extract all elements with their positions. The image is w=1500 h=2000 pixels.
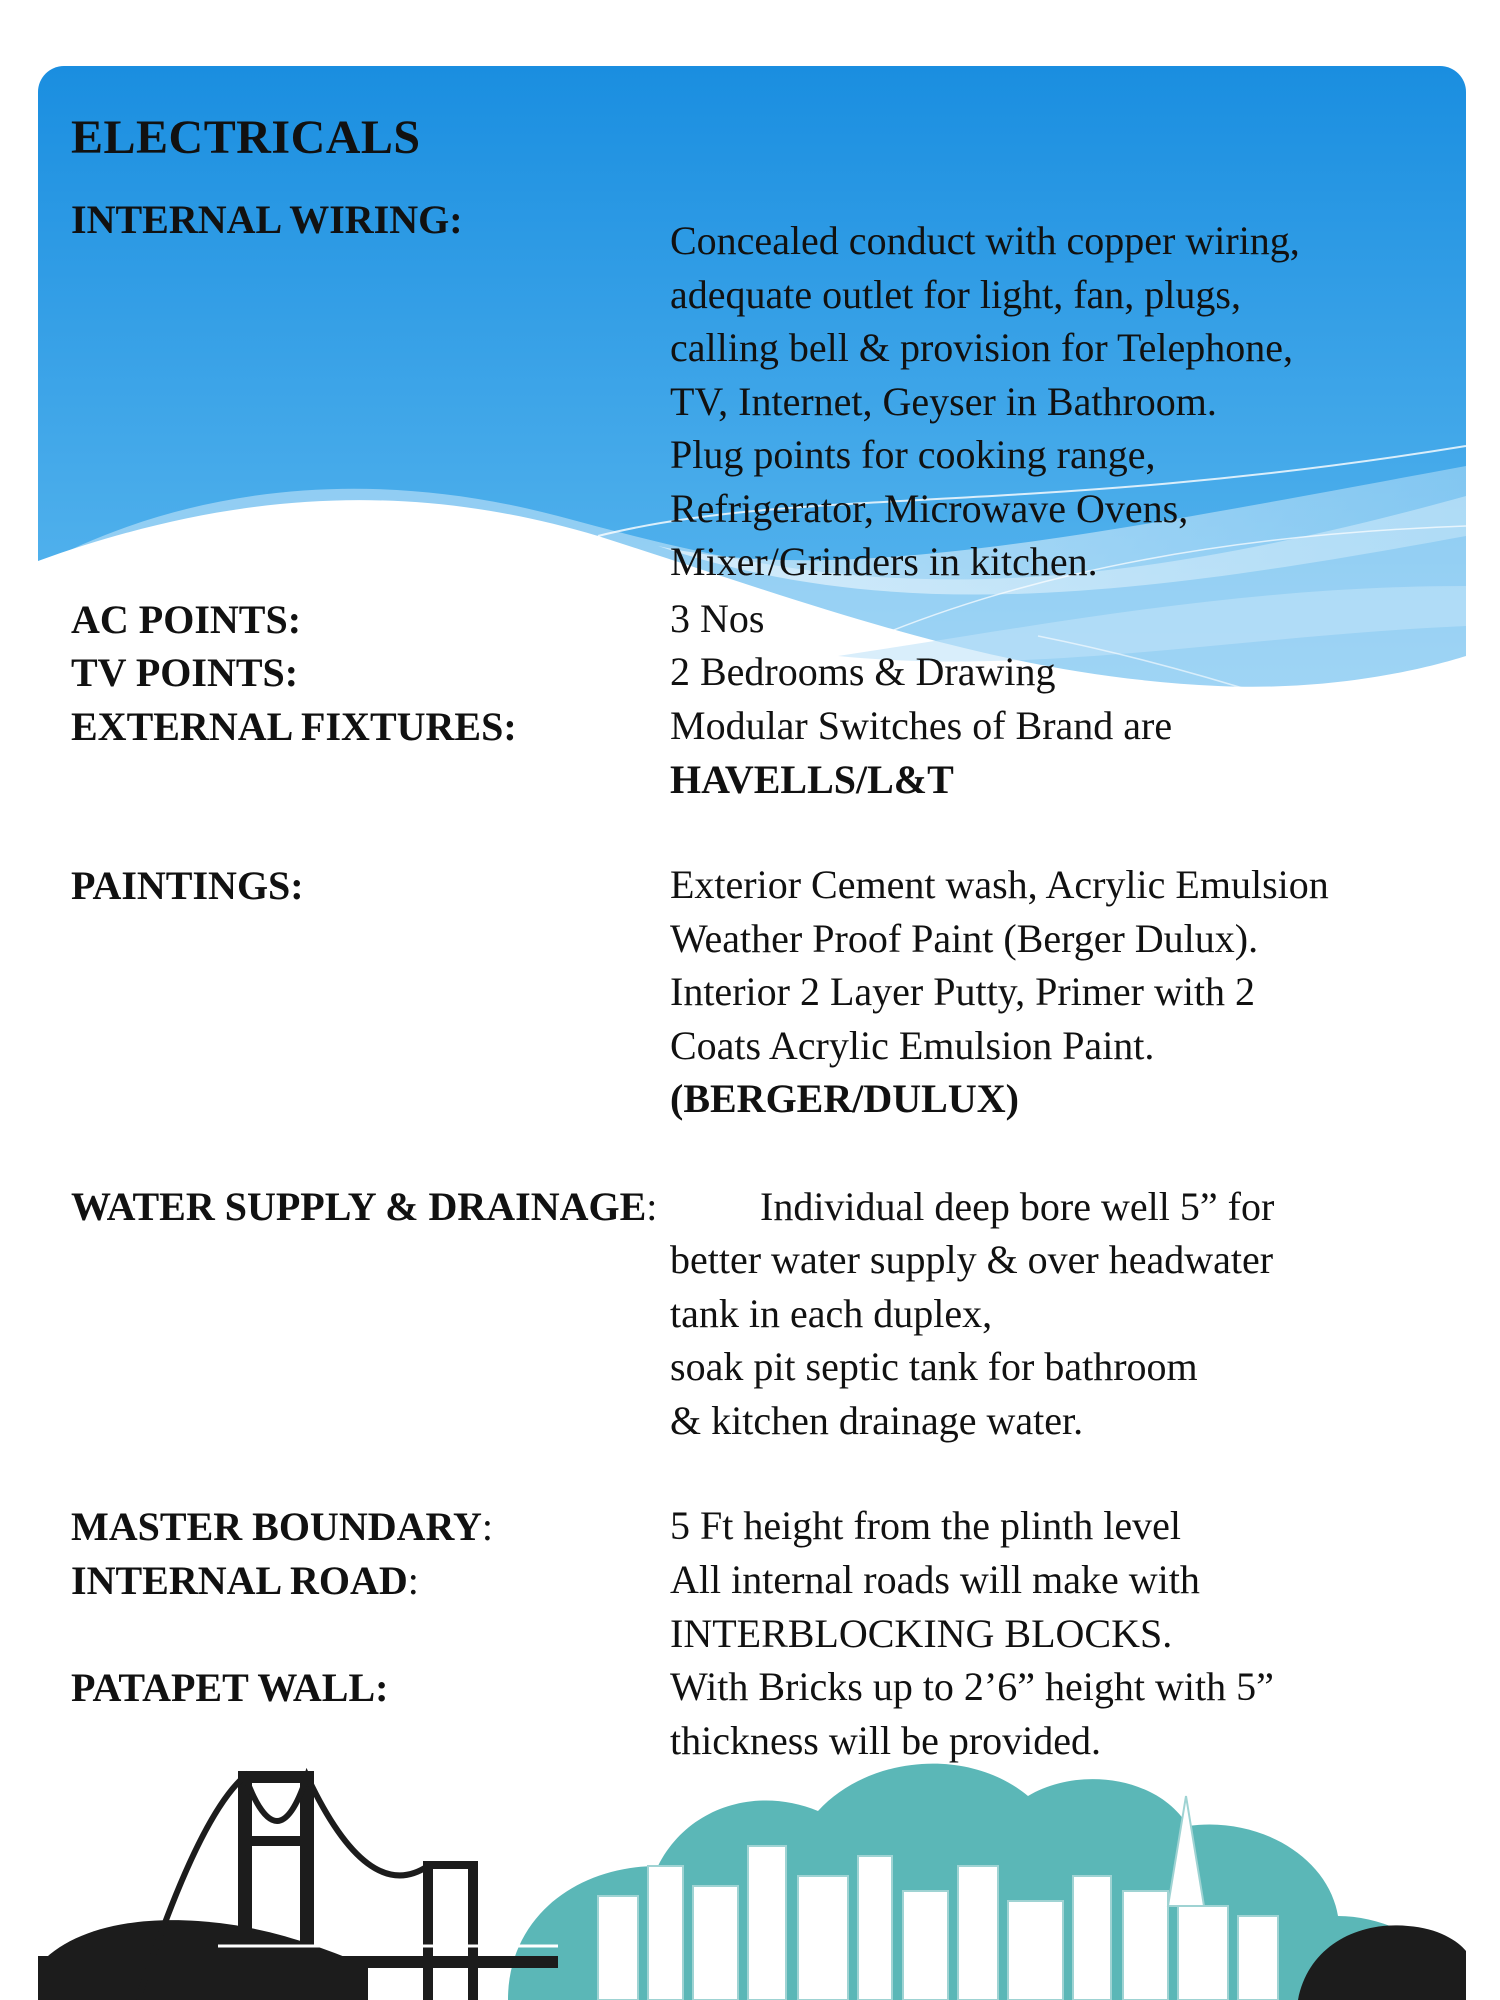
parapet-wall-line: With Bricks up to 2’6” height with 5” (670, 1664, 1274, 1709)
paintings-line: Coats Acrylic Emulsion Paint. (670, 1022, 1155, 1068)
water-supply-line: better water supply & over headwater (670, 1237, 1274, 1282)
paintings-line: Exterior Cement wash, Acrylic Emulsion (670, 862, 1329, 907)
parapet-wall-line: thickness will be provided. (670, 1717, 1102, 1763)
section-heading: ELECTRICALS (71, 111, 421, 164)
paintings-line: Weather Proof Paint (Berger Dulux). (670, 915, 1259, 961)
water-supply-value (670, 1233, 1273, 1447)
master-boundary-label (71, 1503, 493, 1550)
paintings-brand: (BERGER/DULUX) (670, 1076, 1019, 1121)
internal-wiring-value (670, 214, 1300, 589)
parapet-wall-label: PATAPET WALL: (71, 1665, 389, 1710)
internal-wiring-line: adequate outlet for light, fan, plugs, (670, 271, 1241, 317)
tv-points-value: 2 Bedrooms & Drawing (670, 649, 1056, 694)
internal-road-label-colon: : (407, 1558, 419, 1603)
internal-wiring-line: Plug points for cooking range, (670, 432, 1156, 477)
external-fixtures-label: EXTERNAL FIXTURES: (71, 704, 517, 749)
internal-road-label-text: INTERNAL ROAD (71, 1558, 408, 1603)
water-supply-label-text: WATER SUPPLY & DRAINAGE (71, 1184, 647, 1229)
parapet-wall-value (670, 1660, 1274, 1767)
internal-road-label (71, 1557, 419, 1604)
ac-points-label: AC POINTS: (71, 597, 302, 642)
master-boundary-label-colon: : (481, 1504, 493, 1549)
ac-points-value: 3 Nos (670, 596, 765, 641)
internal-wiring-line: Refrigerator, Microwave Ovens, (670, 485, 1189, 531)
water-supply-line: soak pit septic tank for bathroom (670, 1344, 1198, 1389)
tv-points-label: TV POINTS: (71, 650, 299, 695)
internal-wiring-line: Mixer/Grinders in kitchen. (670, 539, 1098, 584)
external-fixtures-brand: HAVELLS/L&T (670, 756, 954, 802)
water-supply-line: tank in each duplex, (670, 1290, 993, 1336)
paintings-value (670, 858, 1329, 1126)
internal-wiring-line: TV, Internet, Geyser in Bathroom. (670, 378, 1217, 424)
external-fixtures-text: Modular Switches of Brand are (670, 703, 1173, 748)
water-supply-line: & kitchen drainage water. (670, 1397, 1084, 1443)
paintings-label: PAINTINGS: (71, 863, 304, 908)
master-boundary-label-text: MASTER BOUNDARY (71, 1504, 482, 1549)
water-supply-first-line: Individual deep bore well 5” for (760, 1184, 1275, 1229)
internal-wiring-line: Concealed conduct with copper wiring, (670, 218, 1300, 263)
internal-wiring-line: calling bell & provision for Telephone, (670, 325, 1293, 370)
water-supply-label-colon: : (646, 1184, 658, 1229)
water-supply-label (71, 1183, 657, 1230)
internal-road-line: INTERBLOCKING BLOCKS. (670, 1610, 1173, 1656)
external-fixtures-value (670, 699, 1172, 806)
master-boundary-value: 5 Ft height from the plinth level (670, 1503, 1182, 1548)
internal-road-line: All internal roads will make with (670, 1557, 1200, 1602)
paintings-line: Interior 2 Layer Putty, Primer with 2 (670, 969, 1256, 1014)
internal-wiring-label: INTERNAL WIRING: (71, 197, 463, 242)
internal-road-value (670, 1553, 1200, 1660)
